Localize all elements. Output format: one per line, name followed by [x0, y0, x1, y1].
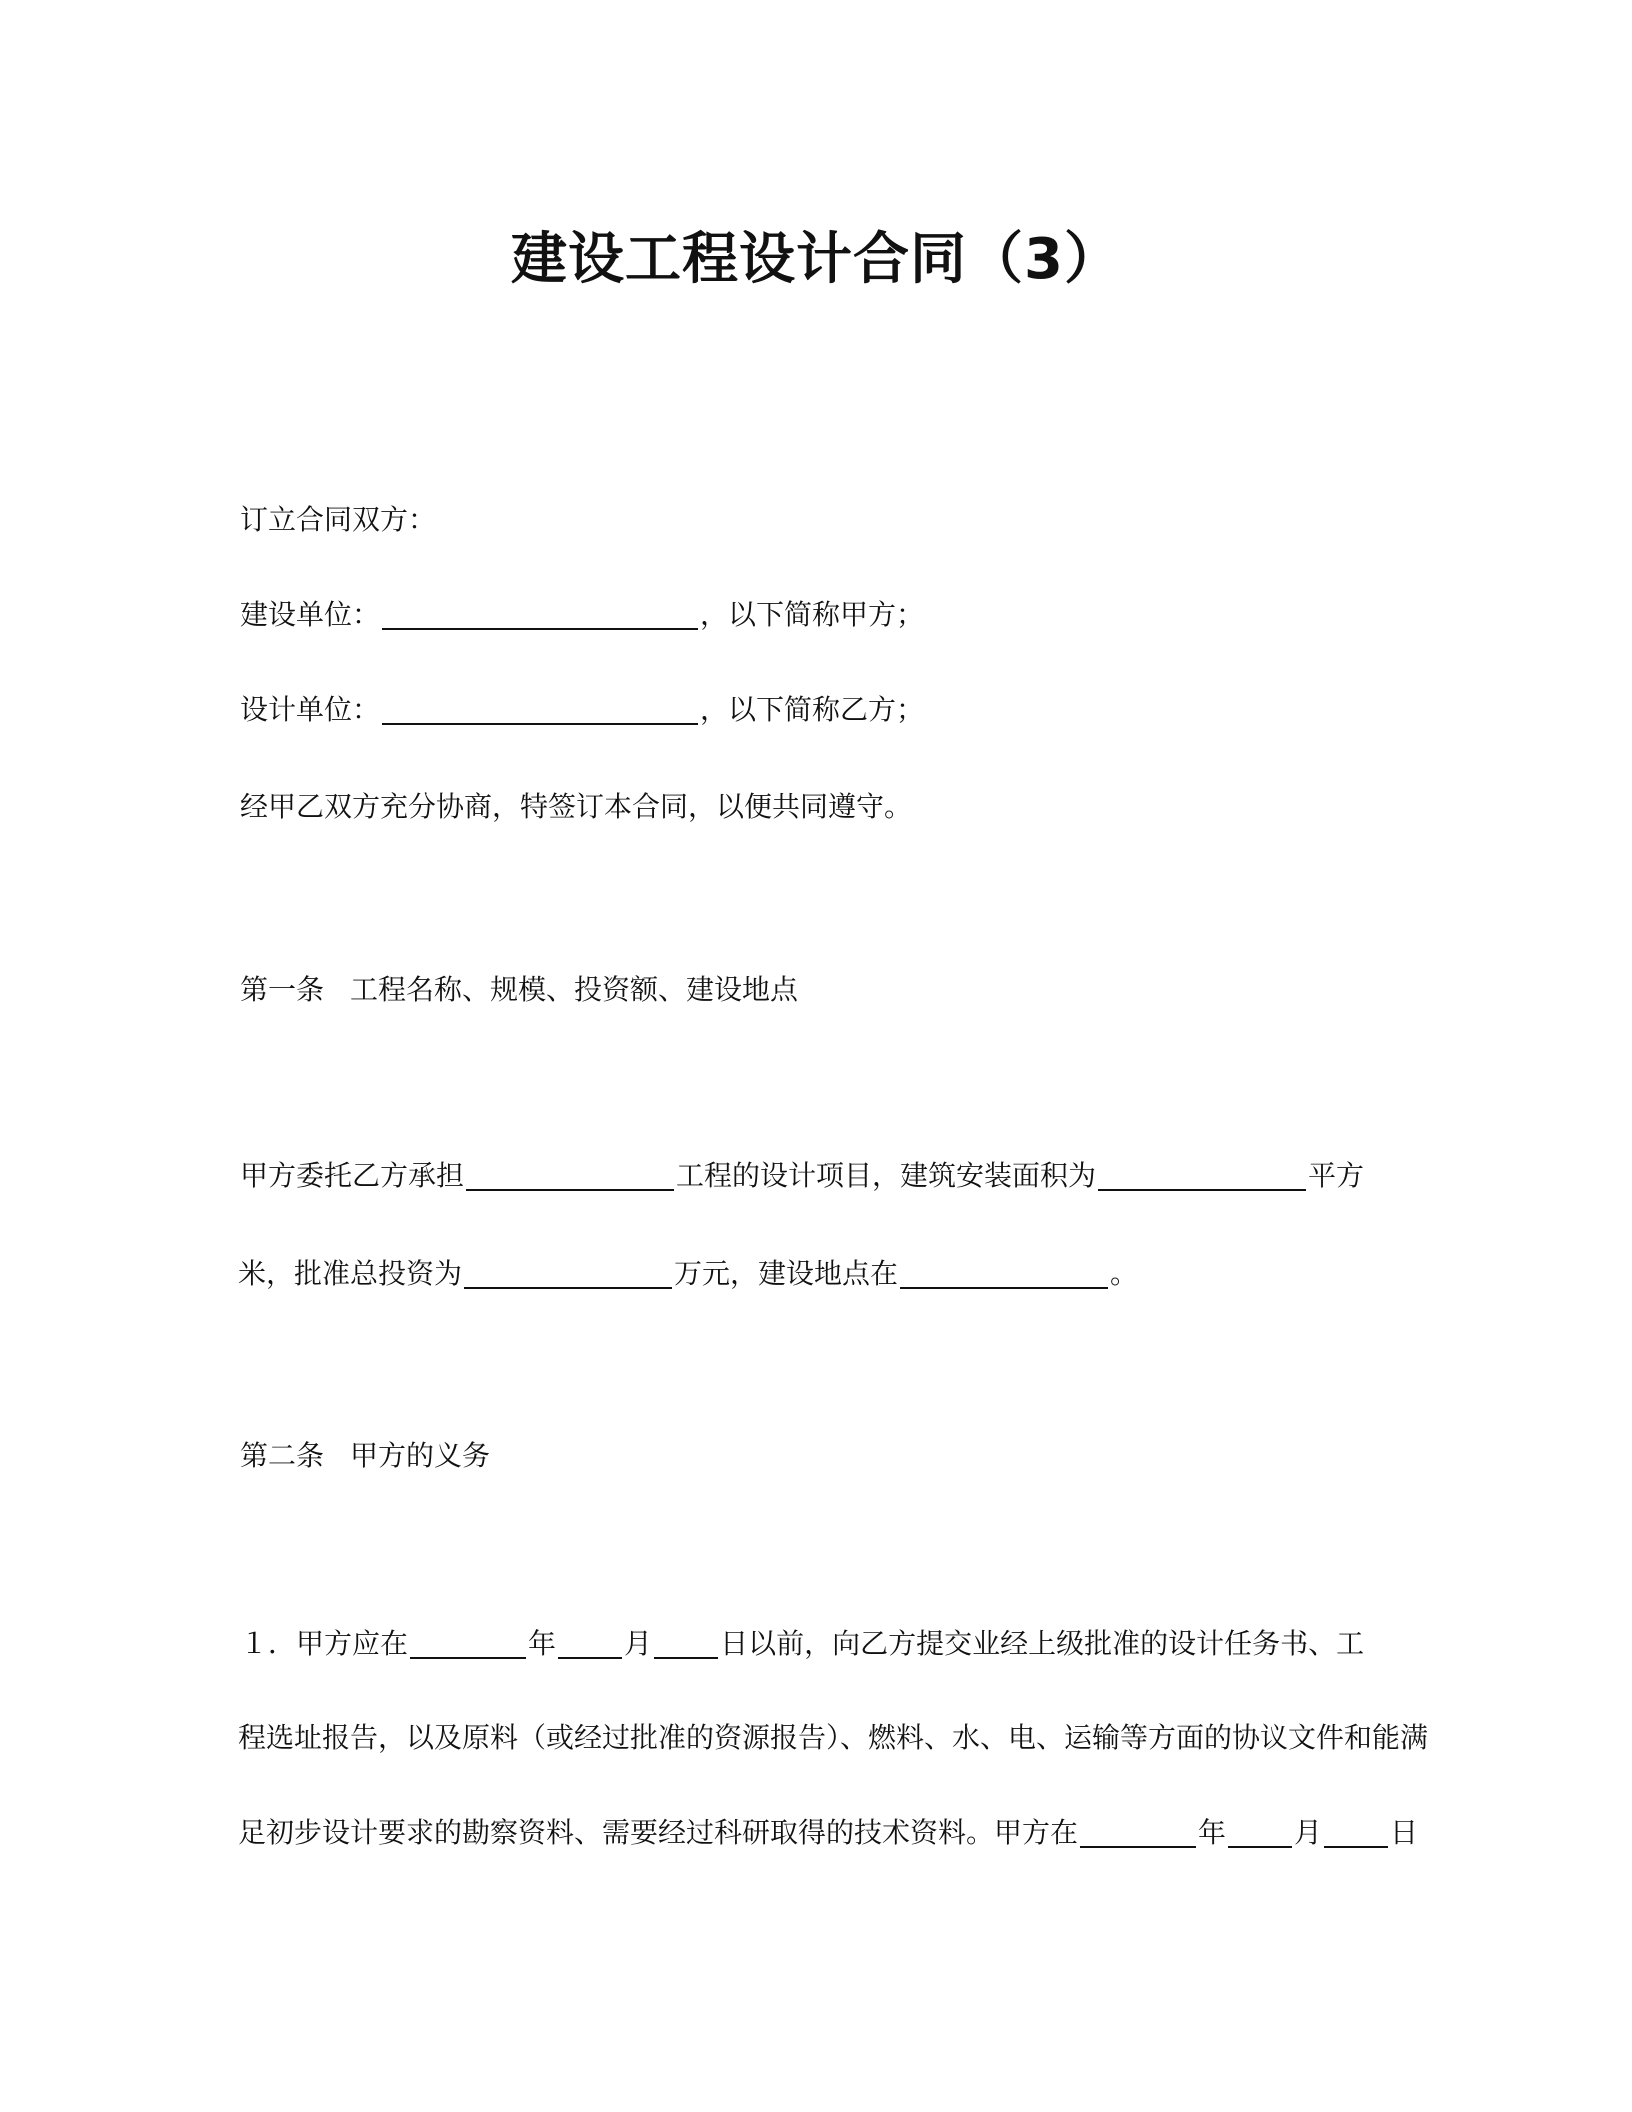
- article1-text: 平方: [1308, 1159, 1365, 1192]
- article1-paragraph-line2: [238, 1254, 1138, 1294]
- article2-text: 足初步设计要求的勘察资料、需要经过科研取得的技术资料。甲方在: [238, 1816, 1079, 1849]
- client-name-blank[interactable]: [382, 600, 698, 630]
- month-blank[interactable]: [1228, 1818, 1292, 1848]
- article2-heading: [240, 1436, 490, 1476]
- year-blank[interactable]: [410, 1629, 526, 1659]
- year-label: 年: [1198, 1816, 1227, 1849]
- year-label: 年: [528, 1627, 557, 1660]
- month-label: 月: [624, 1627, 653, 1660]
- article1-text: 甲方委托乙方承担: [240, 1159, 465, 1192]
- designer-label: 设计单位：: [240, 693, 381, 726]
- investment-blank[interactable]: [464, 1259, 672, 1289]
- article1-title: 工程名称、规模、投资额、建设地点: [350, 973, 799, 1006]
- client-line: [240, 595, 924, 635]
- client-label: 建设单位：: [240, 598, 381, 631]
- day-blank[interactable]: [654, 1629, 718, 1659]
- month-blank[interactable]: [558, 1629, 622, 1659]
- designer-suffix: ，以下简称乙方；: [700, 693, 925, 726]
- day-label: 日: [1390, 1816, 1419, 1849]
- article1-text: 。: [1110, 1257, 1139, 1290]
- area-blank[interactable]: [1098, 1161, 1306, 1191]
- article2-item1-line1: [240, 1624, 1364, 1664]
- agreement-text: 经甲乙双方充分协商，特签订本合同，以便共同遵守。: [240, 790, 913, 823]
- designer-line: [240, 690, 924, 730]
- article2-text: 日以前，向乙方提交业经上级批准的设计任务书、工: [720, 1627, 1365, 1660]
- day-blank[interactable]: [1324, 1818, 1388, 1848]
- article1-text: 万元，建设地点在: [674, 1257, 899, 1290]
- designer-name-blank[interactable]: [382, 695, 698, 725]
- article2-text: 甲方应在: [296, 1627, 409, 1660]
- client-suffix: ，以下简称甲方；: [700, 598, 925, 631]
- article1-paragraph-line1: [240, 1156, 1364, 1196]
- parties-label: 订立合同双方：: [240, 503, 437, 536]
- article1-heading: [240, 970, 798, 1010]
- article1-number: 第一条: [240, 973, 325, 1006]
- item-number: １．: [240, 1627, 297, 1660]
- year-blank[interactable]: [1080, 1818, 1196, 1848]
- document-title: 建设工程设计合同（3）: [511, 227, 1121, 292]
- location-blank[interactable]: [900, 1259, 1108, 1289]
- month-label: 月: [1294, 1816, 1323, 1849]
- article1-text: 工程的设计项目，建筑安装面积为: [676, 1159, 1097, 1192]
- article2-title: 甲方的义务: [350, 1439, 491, 1472]
- article1-text: 米，批准总投资为: [238, 1257, 463, 1290]
- article2-item1-line3: [238, 1813, 1418, 1853]
- article2-number: 第二条: [240, 1439, 325, 1472]
- article2-item1-line2: 程选址报告，以及原料（或经过批准的资源报告）、燃料、水、电、运输等方面的协议文件和能满: [238, 1721, 1429, 1754]
- project-name-blank[interactable]: [466, 1161, 674, 1191]
